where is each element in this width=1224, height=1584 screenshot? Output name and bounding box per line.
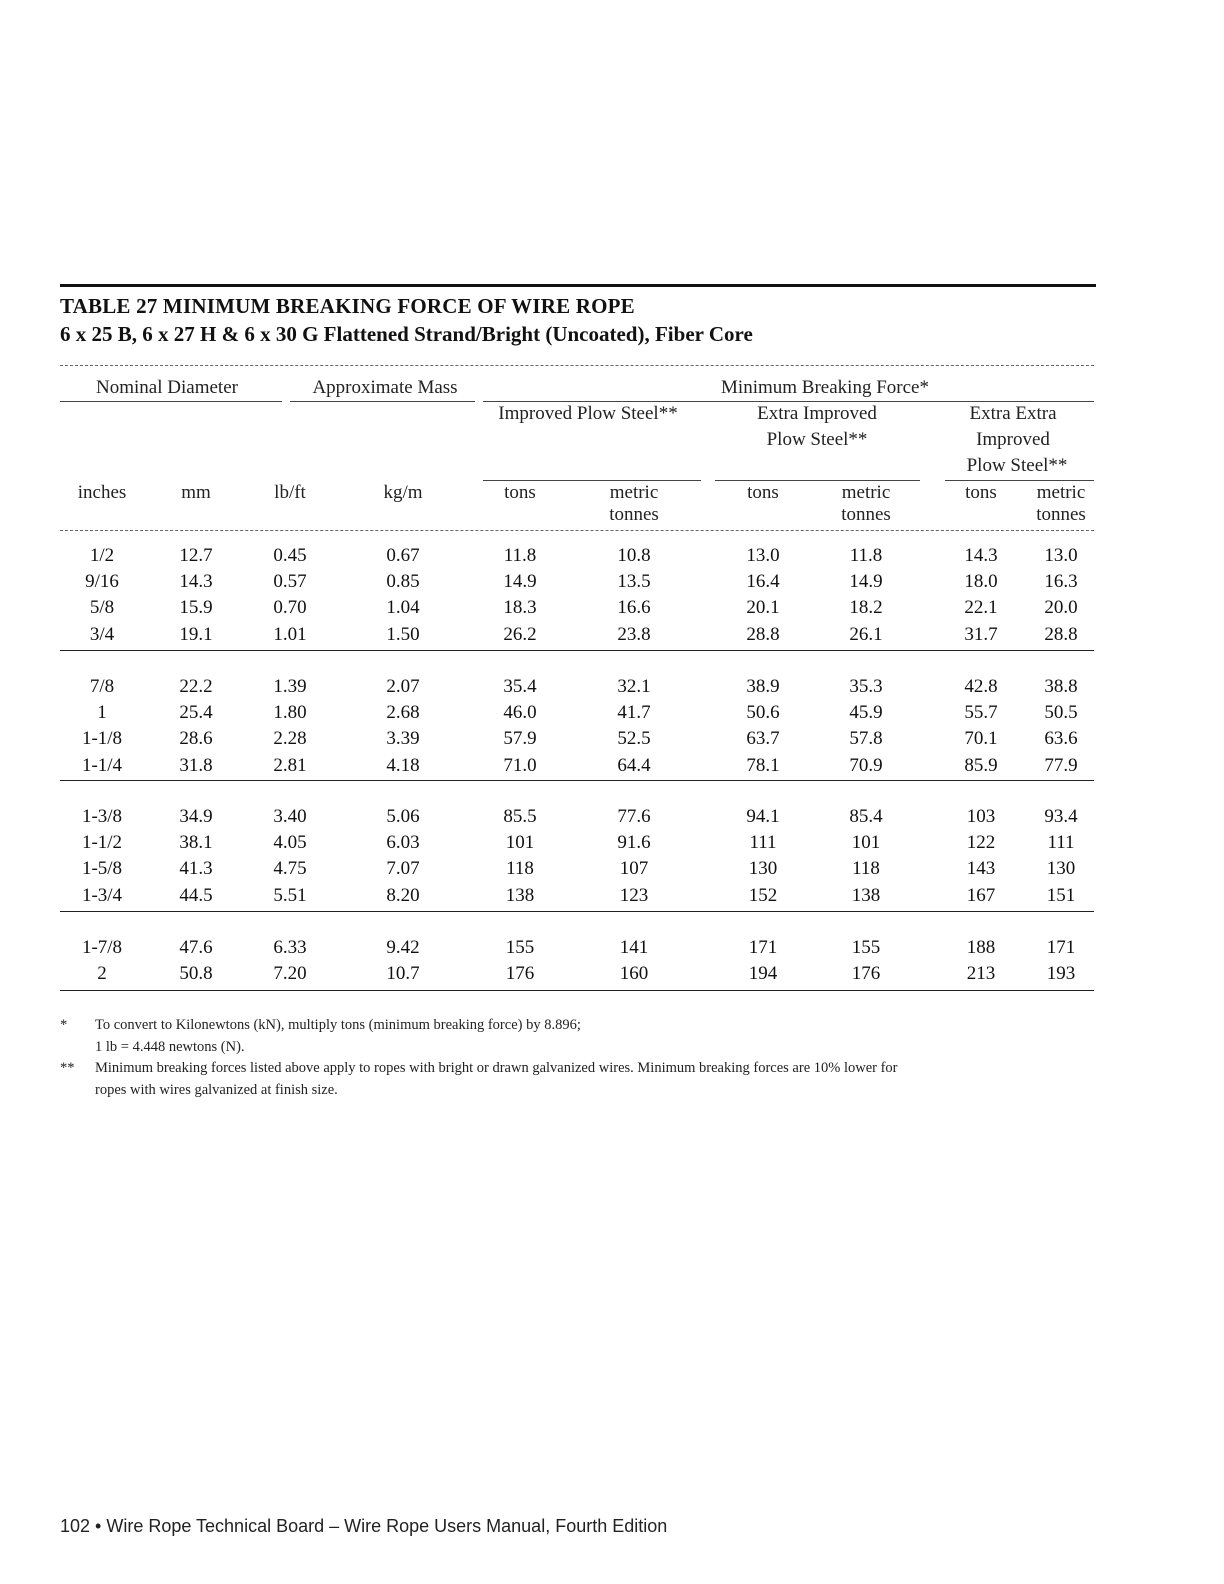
cell-kgm: 2.68 <box>386 702 420 724</box>
header-eips-tonnes: tonnes <box>841 504 891 525</box>
minimum-breaking-force-underline <box>483 401 1094 402</box>
header-extra-extra-3: Plow Steel** <box>966 455 1068 476</box>
cell-lbft: 1.80 <box>273 702 307 724</box>
cell-eeips-metric: 16.3 <box>1044 571 1078 593</box>
cell-kgm: 10.7 <box>386 963 420 985</box>
cell-inches: 7/8 <box>89 676 115 697</box>
cell-kgm: 0.85 <box>386 571 420 593</box>
header-minimum-breaking-force: Minimum Breaking Force* <box>721 377 929 398</box>
header-eeips-tonnes: tonnes <box>1036 504 1086 525</box>
cell-eeips-tons: 18.0 <box>964 571 998 593</box>
cell-eips-tons: 78.1 <box>746 754 780 776</box>
eeips-underline <box>945 480 1094 481</box>
cell-ips-tons: 85.5 <box>503 806 537 827</box>
cell-eips-tons: 20.1 <box>746 597 780 619</box>
group-rule <box>60 911 1094 912</box>
cell-kgm: 7.07 <box>386 858 420 880</box>
footnote-double-star-line1: Minimum breaking forces listed above apply to ropes with bright or drawn galvanized wires. Minimum breaking forces are 10% lower for <box>95 1060 898 1076</box>
cell-mm: 14.3 <box>179 571 213 593</box>
cell-kgm: 6.03 <box>386 832 420 854</box>
cell-ips-tons: 155 <box>505 937 535 958</box>
header-bottom-rule <box>60 530 1094 531</box>
cell-eips-tons: 63.7 <box>746 728 780 750</box>
cell-eeips-tons: 103 <box>966 806 996 827</box>
header-extra-improved-1: Extra Improved <box>757 403 877 424</box>
cell-inches: 1-7/8 <box>81 937 123 958</box>
cell-ips-metric: 123 <box>619 884 649 906</box>
cell-kgm: 3.39 <box>386 728 420 750</box>
cell-eips-tons: 94.1 <box>746 806 780 827</box>
header-inches: inches <box>77 482 127 503</box>
cell-ips-metric: 64.4 <box>617 754 651 776</box>
footnote-double-star-line2: ropes with wires galvanized at finish size. <box>95 1082 338 1098</box>
header-kgm: kg/m <box>383 482 423 503</box>
cell-ips-metric: 41.7 <box>617 702 651 724</box>
cell-kgm: 5.06 <box>386 806 420 827</box>
header-lbft: lb/ft <box>274 482 306 503</box>
group-rule <box>60 990 1094 991</box>
cell-eeips-tons: 70.1 <box>964 728 998 750</box>
header-eeips-tons: tons <box>965 482 997 503</box>
cell-mm: 47.6 <box>179 937 213 958</box>
cell-ips-tons: 71.0 <box>503 754 537 776</box>
cell-eeips-tons: 188 <box>966 937 996 958</box>
cell-lbft: 6.33 <box>273 937 307 958</box>
cell-ips-metric: 77.6 <box>617 806 651 827</box>
cell-eeips-metric: 38.8 <box>1044 676 1078 697</box>
cell-eips-metric: 26.1 <box>849 623 883 645</box>
cell-inches: 1-1/8 <box>81 728 123 750</box>
cell-inches: 1 <box>97 702 107 724</box>
cell-mm: 50.8 <box>179 963 213 985</box>
cell-inches: 5/8 <box>89 597 115 619</box>
cell-eips-tons: 38.9 <box>746 676 780 697</box>
cell-lbft: 0.57 <box>273 571 307 593</box>
ips-underline <box>483 480 701 481</box>
cell-inches: 1/2 <box>89 545 115 566</box>
cell-eeips-metric: 50.5 <box>1044 702 1078 724</box>
cell-inches: 1-3/8 <box>81 806 123 827</box>
cell-eeips-tons: 55.7 <box>964 702 998 724</box>
nominal-diameter-underline <box>60 401 282 402</box>
cell-eips-metric: 101 <box>851 832 881 854</box>
cell-eeips-metric: 130 <box>1046 858 1076 880</box>
cell-ips-tons: 26.2 <box>503 623 537 645</box>
cell-mm: 28.6 <box>179 728 213 750</box>
cell-eeips-metric: 111 <box>1047 832 1075 854</box>
header-extra-extra-1: Extra Extra <box>969 403 1057 424</box>
cell-mm: 25.4 <box>179 702 213 724</box>
cell-ips-metric: 13.5 <box>617 571 651 593</box>
table-subtitle: 6 x 25 B, 6 x 27 H & 6 x 30 G Flattened Strand/Bright (Uncoated), Fiber Core <box>60 322 753 346</box>
cell-lbft: 2.81 <box>273 754 307 776</box>
header-eips-metric: metric <box>841 482 891 503</box>
cell-eips-tons: 50.6 <box>746 702 780 724</box>
cell-kgm: 9.42 <box>386 937 420 958</box>
cell-eips-tons: 152 <box>748 884 778 906</box>
cell-eips-tons: 194 <box>748 963 778 985</box>
cell-lbft: 1.39 <box>273 676 307 697</box>
cell-eeips-tons: 143 <box>966 858 996 880</box>
cell-eeips-metric: 20.0 <box>1044 597 1078 619</box>
cell-ips-tons: 118 <box>506 858 534 880</box>
cell-mm: 31.8 <box>179 754 213 776</box>
cell-eips-metric: 118 <box>852 858 880 880</box>
cell-mm: 22.2 <box>179 676 213 697</box>
header-ips-tons: tons <box>504 482 536 503</box>
cell-lbft: 4.05 <box>273 832 307 854</box>
top-rule <box>60 284 1096 287</box>
cell-eeips-metric: 171 <box>1046 937 1076 958</box>
header-eeips-metric: metric <box>1036 482 1086 503</box>
cell-eips-metric: 176 <box>851 963 881 985</box>
header-extra-extra-2: Improved <box>976 429 1050 450</box>
cell-inches: 2 <box>97 963 107 985</box>
cell-ips-metric: 23.8 <box>617 623 651 645</box>
cell-eeips-metric: 28.8 <box>1044 623 1078 645</box>
cell-lbft: 3.40 <box>273 806 307 827</box>
eips-underline <box>715 480 920 481</box>
cell-eips-metric: 11.8 <box>849 545 883 566</box>
cell-lbft: 0.70 <box>273 597 307 619</box>
cell-ips-metric: 107 <box>619 858 649 880</box>
cell-eips-metric: 155 <box>851 937 881 958</box>
cell-mm: 15.9 <box>179 597 213 619</box>
cell-ips-tons: 46.0 <box>503 702 537 724</box>
cell-lbft: 2.28 <box>273 728 307 750</box>
cell-ips-tons: 18.3 <box>503 597 537 619</box>
cell-ips-metric: 91.6 <box>617 832 651 854</box>
cell-eips-metric: 45.9 <box>849 702 883 724</box>
cell-eeips-metric: 193 <box>1046 963 1076 985</box>
cell-kgm: 0.67 <box>386 545 420 566</box>
header-approximate-mass: Approximate Mass <box>312 377 458 398</box>
header-mm: mm <box>181 482 211 503</box>
group-rule <box>60 780 1094 781</box>
cell-eips-metric: 14.9 <box>849 571 883 593</box>
cell-eeips-tons: 167 <box>966 884 996 906</box>
cell-inches: 1-1/4 <box>81 754 123 776</box>
cell-mm: 41.3 <box>179 858 213 880</box>
cell-eips-tons: 111 <box>749 832 777 854</box>
cell-ips-tons: 35.4 <box>503 676 537 697</box>
cell-ips-metric: 32.1 <box>617 676 651 697</box>
cell-eips-tons: 16.4 <box>746 571 780 593</box>
cell-kgm: 2.07 <box>386 676 420 697</box>
cell-eips-metric: 18.2 <box>849 597 883 619</box>
cell-eips-metric: 85.4 <box>849 806 883 827</box>
cell-lbft: 0.45 <box>273 545 307 566</box>
cell-inches: 1-1/2 <box>81 832 123 854</box>
header-top-rule <box>60 365 1094 366</box>
header-nominal-diameter: Nominal Diameter <box>96 377 238 398</box>
cell-mm: 38.1 <box>179 832 213 854</box>
cell-ips-tons: 101 <box>505 832 535 854</box>
cell-ips-tons: 11.8 <box>503 545 537 566</box>
cell-eeips-metric: 93.4 <box>1044 806 1078 827</box>
cell-inches: 1-5/8 <box>81 858 123 880</box>
cell-ips-metric: 10.8 <box>617 545 651 566</box>
approximate-mass-underline <box>290 401 475 402</box>
group-rule <box>60 650 1094 651</box>
cell-eips-metric: 35.3 <box>849 676 883 697</box>
header-improved-plow-steel: Improved Plow Steel** <box>498 403 678 424</box>
footnote-double-star-mark: ** <box>60 1060 75 1076</box>
cell-eeips-tons: 42.8 <box>964 676 998 697</box>
cell-inches: 3/4 <box>89 623 115 645</box>
cell-lbft: 4.75 <box>273 858 307 880</box>
cell-eips-metric: 138 <box>851 884 881 906</box>
cell-lbft: 7.20 <box>273 963 307 985</box>
cell-eeips-tons: 122 <box>966 832 996 854</box>
cell-eeips-metric: 151 <box>1046 884 1076 906</box>
cell-inches: 9/16 <box>85 571 119 593</box>
cell-mm: 34.9 <box>179 806 213 827</box>
cell-eeips-tons: 22.1 <box>964 597 998 619</box>
cell-eeips-tons: 31.7 <box>964 623 998 645</box>
cell-eeips-metric: 77.9 <box>1044 754 1078 776</box>
cell-eeips-tons: 14.3 <box>964 545 998 566</box>
cell-eeips-tons: 213 <box>966 963 996 985</box>
cell-mm: 12.7 <box>179 545 213 566</box>
cell-ips-metric: 52.5 <box>617 728 651 750</box>
cell-ips-tons: 57.9 <box>503 728 537 750</box>
cell-ips-tons: 14.9 <box>503 571 537 593</box>
cell-kgm: 1.04 <box>386 597 420 619</box>
footnote-star-line1: To convert to Kilonewtons (kN), multiply tons (minimum breaking force) by 8.896; <box>95 1017 581 1033</box>
table-title: TABLE 27 MINIMUM BREAKING FORCE OF WIRE ROPE <box>60 294 635 318</box>
cell-eeips-tons: 85.9 <box>964 754 998 776</box>
cell-eips-metric: 70.9 <box>849 754 883 776</box>
cell-kgm: 8.20 <box>386 884 420 906</box>
cell-eips-metric: 57.8 <box>849 728 883 750</box>
cell-eips-tons: 130 <box>748 858 778 880</box>
cell-eeips-metric: 63.6 <box>1044 728 1078 750</box>
cell-eips-tons: 171 <box>748 937 778 958</box>
cell-lbft: 1.01 <box>273 623 307 645</box>
header-extra-improved-2: Plow Steel** <box>766 429 868 450</box>
footnote-star-mark: * <box>60 1017 68 1033</box>
cell-ips-metric: 160 <box>619 963 649 985</box>
cell-kgm: 4.18 <box>386 754 420 776</box>
header-eips-tons: tons <box>747 482 779 503</box>
cell-ips-metric: 141 <box>619 937 649 958</box>
footnote-star-line2: 1 lb = 4.448 newtons (N). <box>95 1039 245 1055</box>
cell-kgm: 1.50 <box>386 623 420 645</box>
cell-ips-tons: 138 <box>505 884 535 906</box>
cell-ips-metric: 16.6 <box>617 597 651 619</box>
header-ips-metric: metric <box>609 482 659 503</box>
cell-eips-tons: 28.8 <box>746 623 780 645</box>
header-ips-tonnes: tonnes <box>609 504 659 525</box>
cell-inches: 1-3/4 <box>81 884 123 906</box>
page-footer: 102 • Wire Rope Technical Board – Wire Rope Users Manual, Fourth Edition <box>60 1516 668 1536</box>
cell-ips-tons: 176 <box>505 963 535 985</box>
cell-lbft: 5.51 <box>273 884 307 906</box>
cell-mm: 19.1 <box>179 623 213 645</box>
cell-mm: 44.5 <box>179 884 213 906</box>
cell-eips-tons: 13.0 <box>746 545 780 566</box>
cell-eeips-metric: 13.0 <box>1044 545 1078 566</box>
